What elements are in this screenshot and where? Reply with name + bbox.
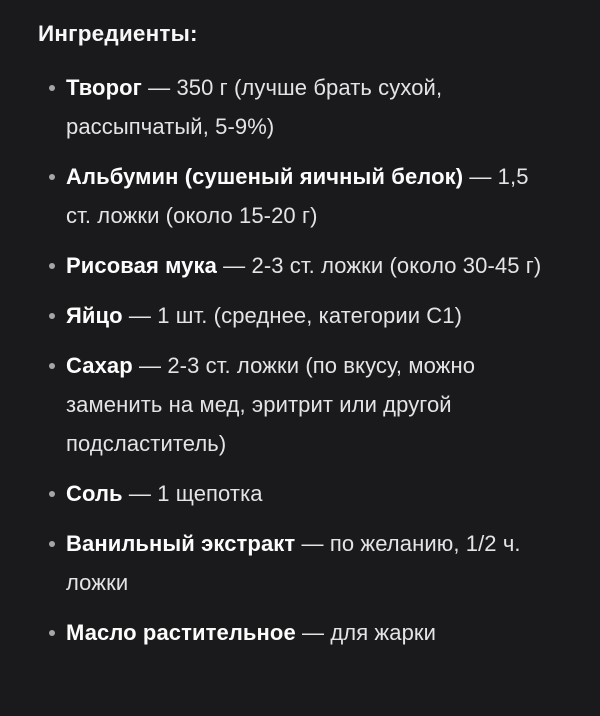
ingredients-heading: Ингредиенты: [38, 21, 198, 46]
ingredient-name: Рисовая мука [66, 253, 217, 278]
ingredient-name: Масло растительное [66, 620, 296, 645]
ingredient-item [66, 613, 544, 652]
ingredient-item [66, 296, 544, 335]
ingredient-item [66, 68, 544, 146]
ingredient-name: Творог [66, 75, 142, 100]
ingredient-item [66, 246, 544, 285]
ingredient-item [66, 474, 544, 513]
ingredient-detail: — по желанию, 1/2 ч. ложки [66, 531, 521, 595]
bullet-icon [49, 363, 55, 369]
bullet-icon [49, 263, 55, 269]
bullet-icon [49, 174, 55, 180]
bullet-icon [49, 630, 55, 636]
bullet-icon [49, 85, 55, 91]
ingredient-detail: — 1,5 ст. ложки (около 15-20 г) [66, 164, 529, 228]
ingredient-item [66, 346, 544, 463]
bullet-icon [49, 491, 55, 497]
ingredient-detail: — 350 г (лучше брать сухой, рассыпчатый, 5-9%) [66, 75, 443, 139]
ingredient-name: Яйцо [66, 303, 123, 328]
bullet-icon [49, 313, 55, 319]
ingredient-detail: — 2-3 ст. ложки (около 30-45 г) [216, 253, 542, 278]
ingredient-detail: — 1 щепотка [122, 481, 263, 506]
ingredient-detail: — 2-3 ст. ложки (по вкусу, можно заменить на мед, эритрит или другой подсластитель) [66, 353, 476, 456]
ingredient-item [66, 524, 544, 602]
ingredient-detail: — 1 шт. (среднее, категории С1) [122, 303, 463, 328]
bullet-icon [49, 541, 55, 547]
ingredient-name: Альбумин (сушеный яичный белок) [66, 164, 464, 189]
ingredient-detail: — для жарки [295, 620, 437, 645]
ingredient-name: Сахар [66, 353, 133, 378]
ingredient-name: Ванильный экстракт [66, 531, 296, 556]
ingredient-item [66, 157, 544, 235]
ingredient-name: Соль [66, 481, 123, 506]
ingredients-list [38, 68, 544, 652]
